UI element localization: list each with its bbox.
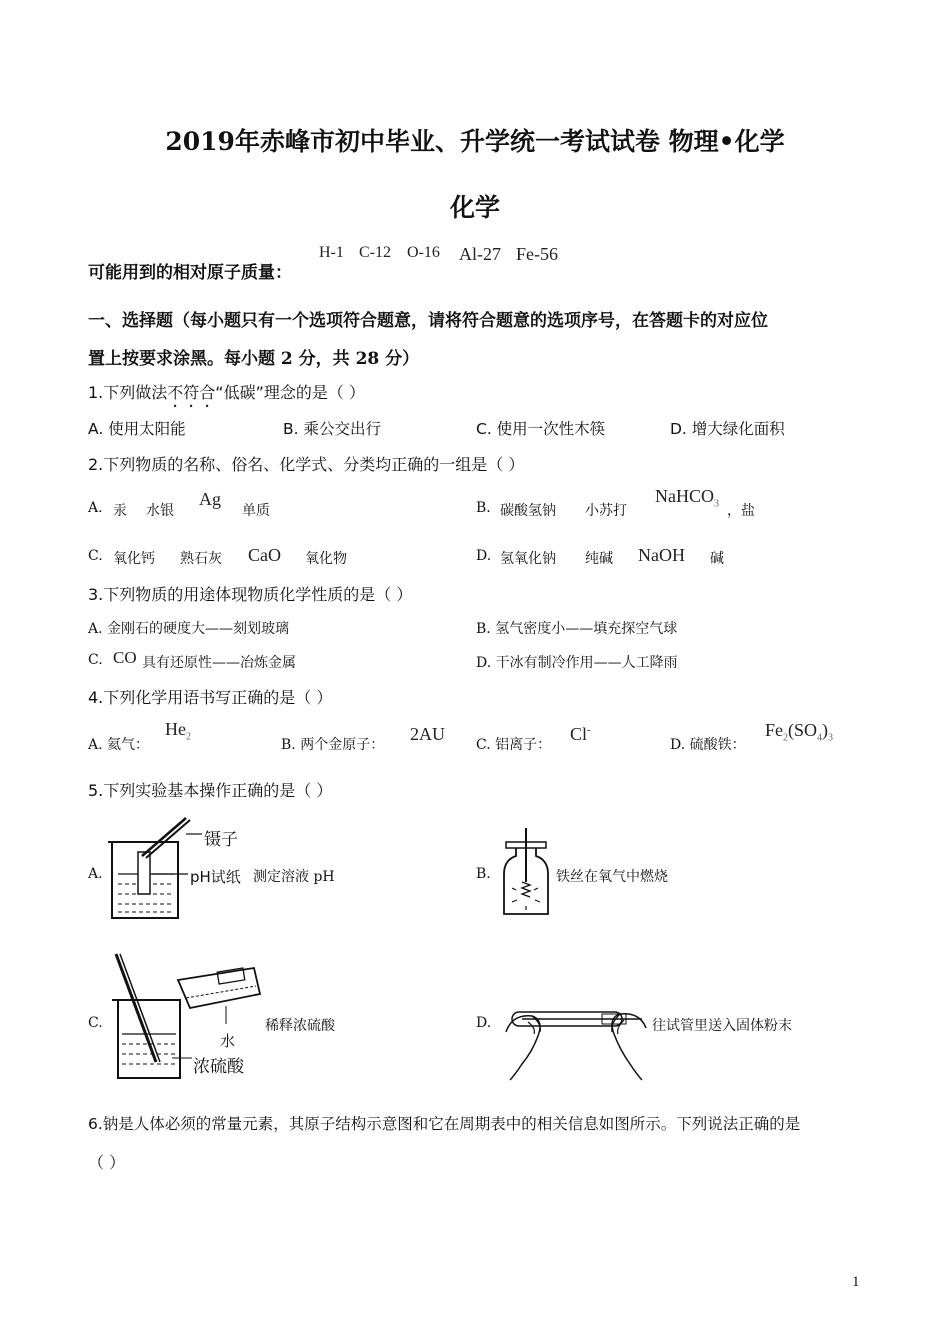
q4-b-label: B. 两个金原子：: [281, 737, 385, 753]
q2-b-formula-sub: 3: [714, 498, 719, 510]
q1-option-c: C. 使用一次性木筷: [476, 420, 606, 438]
q2-d-letter: D.: [476, 548, 492, 564]
q2-stem: 2.下列物质的名称、俗名、化学式、分类均正确的一组是（ ）: [88, 455, 525, 474]
section-heading-line1: 一、选择题（每小题只有一个选项符合题意，请将符合题意的选项序号，在答题卡的对应位: [88, 311, 768, 331]
page-subtitle: 化学: [449, 193, 500, 222]
q4-stem: 4.下列化学用语书写正确的是（ ）: [88, 688, 333, 707]
q2-b-common: 小苏打: [585, 503, 627, 519]
q5-b-text: 铁丝在氧气中燃烧: [556, 869, 668, 885]
q1-stem-pre: 1.下列做法: [88, 383, 168, 402]
q3-option-c-letter: C.: [88, 652, 103, 668]
q5-d-text: 往试管里送入固体粉末: [652, 1018, 792, 1034]
q2-a-formula: Ag: [199, 489, 221, 509]
q5-d-letter: D.: [476, 1015, 492, 1031]
q2-a-class: 单质: [242, 503, 270, 519]
q4-a-formula-sub: 2: [186, 731, 191, 743]
q3-option-c-text: 具有还原性——冶炼金属: [142, 655, 296, 671]
q4-c-label: C. 铝离子：: [476, 737, 552, 753]
q5-c-label-acid: 浓硫酸: [193, 1057, 244, 1077]
q4-c-formula: [570, 724, 590, 745]
q4-a-label: A. 氦气：: [88, 737, 150, 753]
q2-b-letter: B.: [476, 500, 491, 516]
q2-d-common: 纯碱: [585, 551, 613, 567]
q3-option-b: B. 氢气密度小——填充探空气球: [476, 621, 678, 637]
q5-b-letter: B.: [476, 866, 491, 882]
q2-d-class: 碱: [710, 551, 724, 567]
q2-d-formula: NaOH: [638, 545, 685, 565]
q4-d-formula-close-sub: 3: [828, 732, 834, 744]
atomic-mass-c: C-12: [359, 244, 391, 261]
q2-c-letter: C.: [88, 548, 103, 564]
q5-a-letter: A.: [88, 866, 103, 882]
q4-c-formula-sup: -: [587, 725, 591, 736]
q3-option-a: A. 金刚石的硬度大——刻划玻璃: [88, 621, 290, 637]
q4-a-formula: [165, 719, 191, 743]
q5-b-figure: [498, 826, 554, 920]
q1-option-d: D. 增大绿化面积: [670, 420, 785, 438]
page-title: 2019年赤峰市初中毕业、升学统一考试试卷 物理•化学: [165, 127, 785, 156]
q4-d-formula-fe: Fe: [765, 720, 783, 740]
page-number: 1: [852, 1274, 860, 1290]
q3-stem: 3.下列物质的用途体现物质化学性质的是（ ）: [88, 585, 413, 604]
q1-stem-emph: 不符合: [167, 383, 216, 402]
atomic-mass-fe: Fe-56: [516, 244, 558, 264]
q2-a-letter: A.: [88, 500, 103, 516]
q4-b-formula: 2AU: [410, 724, 445, 744]
q2-b-formula-main: NaHCO: [655, 486, 714, 506]
q3-option-c-formula: CO: [113, 648, 137, 667]
q2-b-formula: [655, 486, 719, 510]
q1-stem-post: “低碳”理念的是（ ）: [215, 383, 365, 402]
atomic-mass-o: O-16: [407, 244, 440, 261]
q5-stem: 5.下列实验基本操作正确的是（ ）: [88, 781, 333, 800]
atomic-mass-al: Al-27: [459, 244, 501, 264]
q4-d-formula-fe-sub: 2: [783, 732, 788, 744]
q4-d-label: D. 硫酸铁：: [670, 737, 746, 753]
q2-c-name: 氧化钙: [113, 551, 155, 567]
q1-option-b: B. 乘公交出行: [283, 420, 381, 438]
q2-c-common: 熟石灰: [180, 551, 222, 567]
q4-d-formula-so-sub: 4: [817, 732, 823, 744]
q2-a-name: 汞: [113, 503, 127, 519]
q1-stem: [88, 380, 365, 411]
q4-c-formula-main: Cl: [570, 724, 588, 744]
q6-stem-line1: 6.钠是人体必须的常量元素，其原子结构示意图和它在周期表中的相关信息如图所示。下列说法正确的是: [88, 1115, 801, 1133]
q5-a-text: 测定溶液 pH: [253, 869, 335, 885]
q5-c-label-water: 水: [220, 1032, 236, 1050]
q5-c-text: 稀释浓硫酸: [265, 1018, 335, 1034]
q5-a-label-paper: pH试纸: [190, 868, 241, 886]
q6-stem-line2: （ ）: [88, 1153, 126, 1172]
q2-d-name: 氢氧化钠: [500, 551, 556, 567]
q3-option-d: D. 干冰有制冷作用——人工降雨: [476, 655, 678, 671]
q2-c-formula: CaO: [248, 545, 281, 565]
q5-c-letter: C.: [88, 1015, 103, 1031]
q1-option-a: A. 使用太阳能: [88, 420, 186, 438]
q4-d-formula-close: ): [822, 720, 829, 740]
q4-a-formula-main: He: [165, 719, 186, 739]
q4-d-formula: [765, 720, 833, 744]
section-heading-line2: 置上按要求涂黑。每小题 2 分，共 28 分）: [88, 349, 420, 369]
atomic-mass-h: H-1: [319, 244, 344, 261]
q4-d-formula-so: (SO: [788, 720, 818, 740]
q5-d-figure: [502, 1002, 650, 1082]
q2-c-class: 氧化物: [305, 551, 347, 567]
q2-a-common: 水银: [146, 503, 174, 519]
atomic-mass-label: 可能用到的相对原子质量：: [88, 263, 292, 283]
q2-b-name: 碳酸氢钠: [500, 503, 556, 519]
q5-a-label-tweezers: 镊子: [204, 830, 238, 850]
q2-b-class: ，盐: [727, 503, 755, 519]
